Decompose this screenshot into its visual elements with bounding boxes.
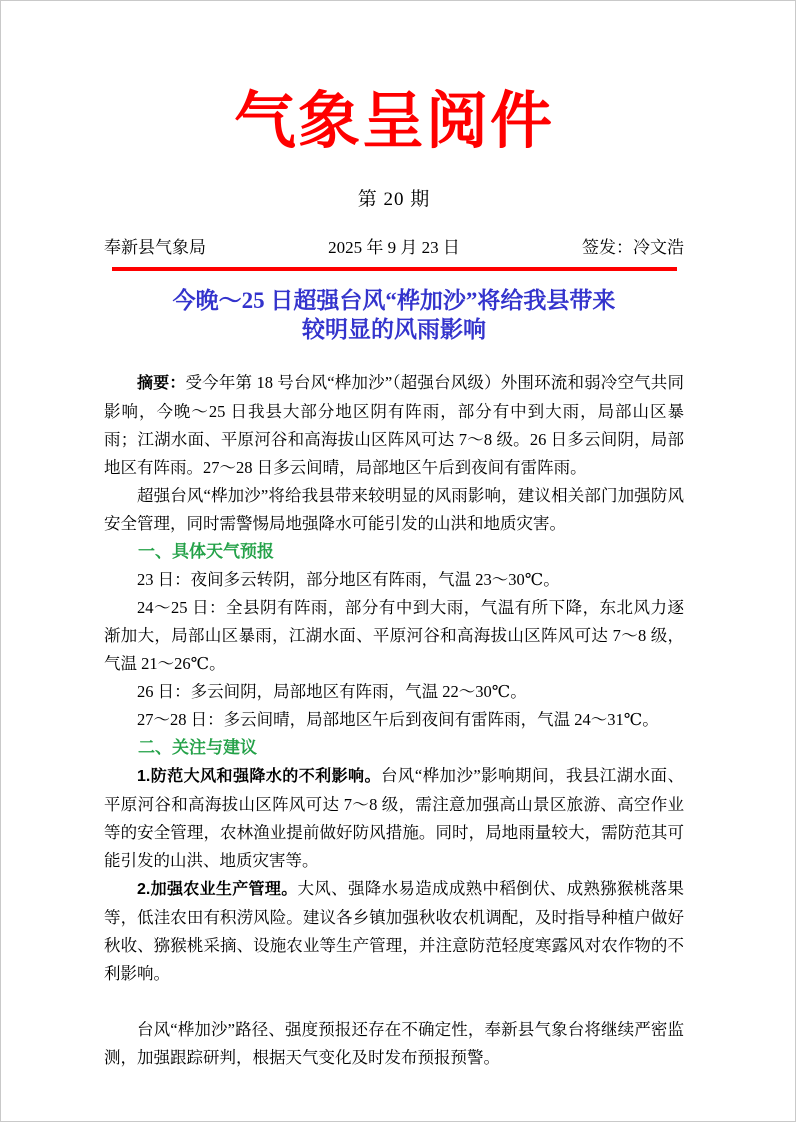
meta-info-row <box>104 233 684 258</box>
headline <box>104 287 684 345</box>
document-content <box>1 87 795 1072</box>
headline-line1: 今晚～25 日超强台风“桦加沙”将给我县带来 <box>172 288 616 314</box>
red-divider-line <box>112 267 677 271</box>
summary-text: 受今年第 18 号台风“桦加沙”（超强台风级）外围环流和弱冷空气共同影响，今晚～25 日我县大部分地区阴有阵雨，部分有中到大雨，局部山区暴雨；江湖水面、平原河谷和高海拔山区阵风可达 7～8 级。26 日多云间阴，局部地区有阵雨。27～28 日多云间晴，局部地区午后到夜间有雷阵雨。 <box>104 372 684 477</box>
agency-name: 奉新县气象局 <box>104 238 206 258</box>
impact-paragraph: 超强台风“桦加沙”将给我县带来较明显的风雨影响，建议相关部门加强防风安全管理，同时需警惕局地强降水可能引发的山洪和地质灾害。 <box>104 485 684 533</box>
advice-2-text: 大风、强降水易造成成熟中稻倒伏、成熟猕猴桃落果等，低洼农田有积涝风险。建议各乡镇加强秋收农机调配，及时指导种植户做好秋收、猕猴桃采摘、设施农业等生产管理，并注意防范轻度寒露风对农作物的不利影响。 <box>104 878 684 983</box>
doc-title: 气象呈阅件 <box>233 88 554 156</box>
forecast-line-27-28: 27～28 日：多云间晴，局部地区午后到夜间有雷阵雨，气温 24～31℃。 <box>137 709 659 729</box>
issue-number: 第 20 期 <box>357 189 431 211</box>
closing-paragraph: 台风“桦加沙”路径、强度预报还存在不确定性，奉新县气象台将继续严密监测，加强跟踪研判，根据天气变化及时发布预报预警。 <box>104 1019 684 1067</box>
document-body <box>104 369 684 1072</box>
issuer: 签发：冷文浩 <box>582 238 684 258</box>
forecast-line-23: 23 日：夜间多云转阴，部分地区有阵雨，气温 23～30℃。 <box>137 569 560 589</box>
advice-2-label: 2.加强农业生产管理。 <box>137 880 298 898</box>
section-heading-forecast: 一、具体天气预报 <box>138 541 274 561</box>
issue-date: 2025 年 9 月 23 日 <box>328 238 460 258</box>
summary-paragraph <box>104 369 684 482</box>
advice-paragraph-2 <box>104 875 684 988</box>
headline-line2: 较明显的风雨影响 <box>302 317 486 343</box>
advice-1-label: 1.防范大风和强降水的不利影响。 <box>137 767 381 785</box>
section-heading-advice: 二、关注与建议 <box>138 737 257 757</box>
advice-1-text: 台风“桦加沙”影响期间，我县江湖水面、平原河谷和高海拔山区阵风可达 7～8 级，需注意加强高山景区旅游、高空作业等的安全管理，农林渔业提前做好防风措施。同时，局地雨量较大，需防范其可能引发的山洪、地质灾害等。 <box>104 765 684 870</box>
forecast-line-26: 26 日：多云间阴，局部地区有阵雨，气温 22～30℃。 <box>137 681 527 701</box>
summary-label: 摘要： <box>137 374 186 392</box>
forecast-line-24-25: 24～25 日：全县阴有阵雨，部分有中到大雨，气温有所下降，东北风力逐渐加大，局部山区暴雨，江湖水面、平原河谷和高海拔山区阵风可达 7～8 级，气温 21～26℃。 <box>104 597 684 673</box>
advice-paragraph-1 <box>104 762 684 875</box>
